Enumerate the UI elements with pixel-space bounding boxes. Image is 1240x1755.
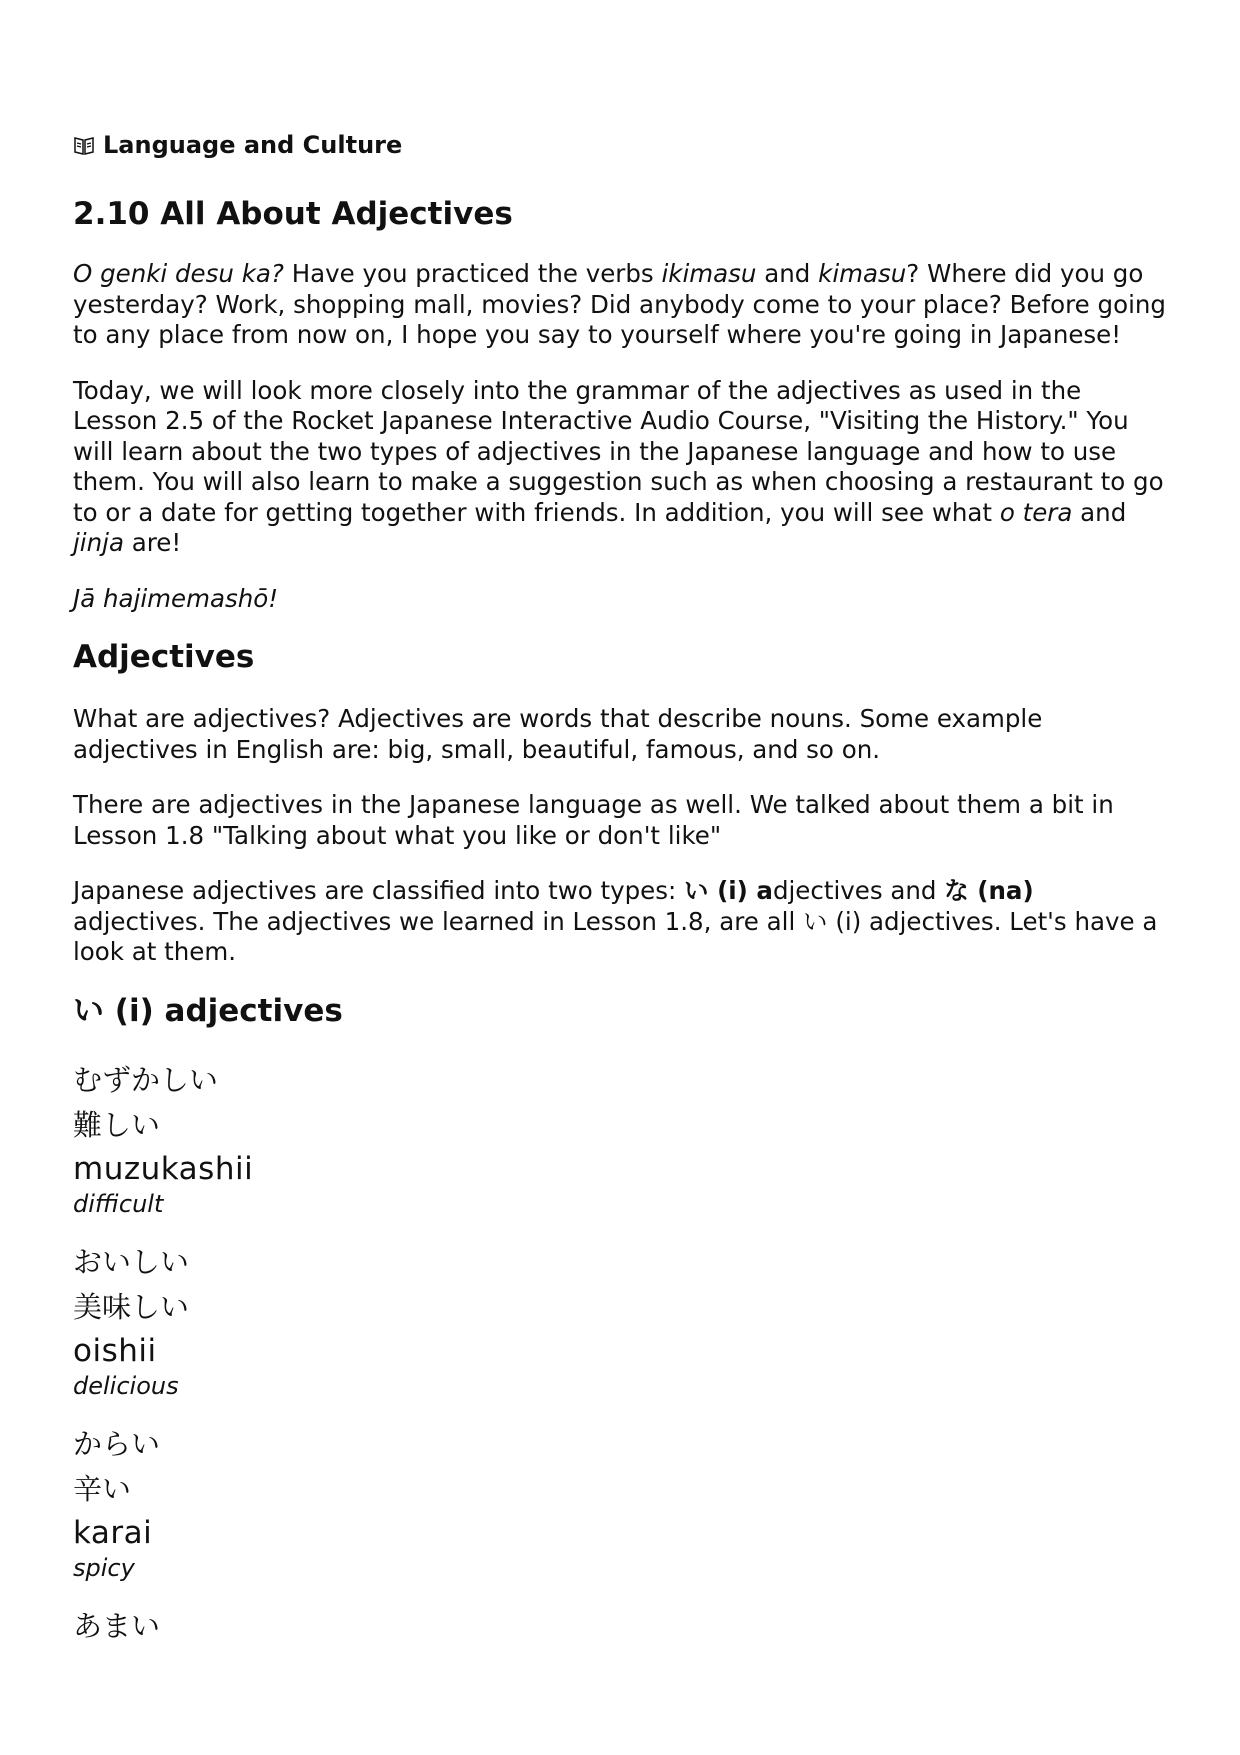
adjectives-heading: Adjectives [73, 639, 255, 676]
vocab-kanji: 美味しい [73, 1290, 190, 1325]
vocab-kanji: 辛い [73, 1472, 132, 1507]
vocab-romaji: muzukashii [73, 1151, 254, 1188]
vocab-english: difficult [73, 1190, 164, 1219]
vocab-item [73, 1422, 1173, 1582]
vocab-kana: むずかしい [73, 1063, 219, 1098]
page-title: 2.10 All About Adjectives [73, 196, 513, 232]
vocab-item [73, 1240, 1173, 1400]
vocab-romaji: oishii [73, 1333, 157, 1370]
i-adjectives-heading: い (i) adjectives [73, 992, 343, 1029]
adjectives-paragraph-2: There are adjectives in the Japanese language as well. We talked about them a bit in Lesson 1.8 "Talking about what you like or don't like" [73, 790, 1114, 850]
vocab-list [73, 1058, 1173, 1649]
vocab-romaji: karai [73, 1515, 153, 1552]
section-label-text: Language and Culture [103, 131, 403, 159]
intro-paragraph-3: Jā hajimemashō! [73, 583, 279, 613]
document-page [73, 128, 1173, 1671]
intro-paragraph-2: Today, we will look more closely into the grammar of the adjectives as used in the Lesson 2.5 of the Rocket Japanese Interactive Audio Course, "Visiting the History." You will learn about the two types of adjectives in the Japanese language and how to use them. You will also learn to make a suggestion such as when choosing a restaurant to go to or a date for getting together with friends. In addition, you will see what o tera and jinja are! [73, 375, 1164, 558]
vocab-item [73, 1604, 1173, 1649]
vocab-item [73, 1058, 1173, 1218]
intro-paragraph-1: O genki desu ka? Have you practiced the verbs ikimasu and kimasu? Where did you go yesterday? Work, shopping mall, movies? Did anybody come to your place? Before going to any place from now on, I hope you say to yourself where you're going in Japanese! [73, 259, 1166, 350]
vocab-kana: からい [73, 1427, 161, 1462]
vocab-english: delicious [73, 1372, 179, 1401]
adjectives-paragraph-1: What are adjectives? Adjectives are words that describe nouns. Some example adjectives in English are: big, small, beautiful, famous, and so on. [73, 704, 1043, 764]
vocab-english: spicy [73, 1554, 135, 1583]
vocab-kanji: 難しい [73, 1108, 161, 1143]
adjectives-paragraph-3: Japanese adjectives are classified into two types: い (i) adjectives and な (na) adjectives. The adjectives we learned in Lesson 1.8, are all い (i) adjectives. Let's have a look at them. [73, 876, 1158, 967]
vocab-kana: おいしい [73, 1245, 190, 1280]
book-icon [73, 134, 95, 156]
vocab-kana: あまい [73, 1609, 161, 1644]
section-label [73, 128, 1173, 162]
